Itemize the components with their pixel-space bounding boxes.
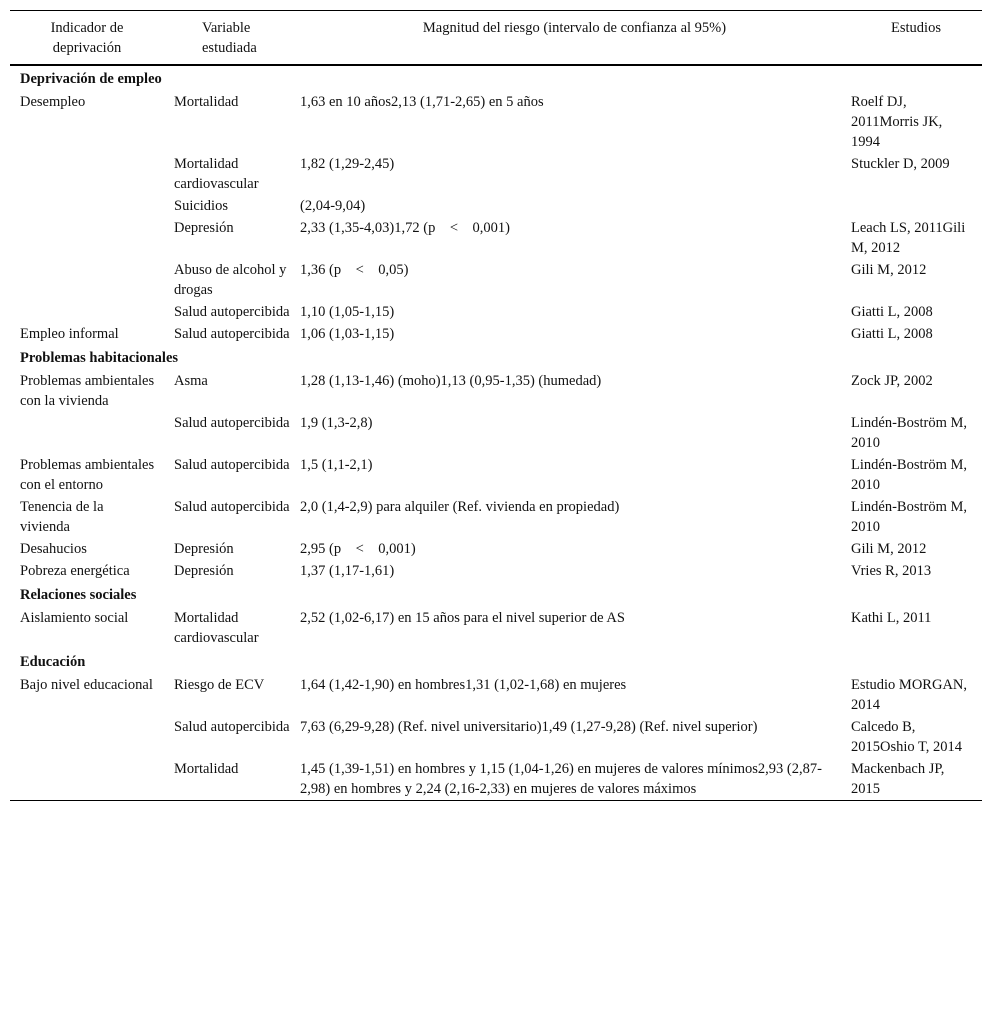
table-row [10,538,982,560]
cell-variable: Depresión [174,541,234,557]
table-row [10,217,982,259]
cell-risk: 1,28 (1,13-1,46) (moho)1,13 (0,95-1,35) (humedad) [300,373,602,389]
cell-study: Stuckler D, 2009 [851,156,950,172]
section-row [10,65,982,91]
cell-study: Calcedo B, 2015Oshio T, 2014 [851,719,963,755]
table-header [10,11,982,66]
cell-study: Lindén-Boström M, 2010 [851,457,967,493]
cell-study: Mackenbach JP, 2015 [851,761,945,797]
cell-indicator [10,259,164,301]
cell-risk: 2,0 (1,4-2,9) para alquiler (Ref. vivienda en propiedad) [300,499,620,515]
section-row [10,582,982,607]
cell-variable: Mortalidad [174,761,239,777]
table-row [10,323,982,345]
cell-study: Lindén-Boström M, 2010 [851,499,967,535]
cell-variable: Abuso de alcohol y drogas [174,262,287,298]
cell-risk: 2,95 (p < 0,001) [300,541,416,557]
cell-risk: 1,45 (1,39-1,51) en hombres y 1,15 (1,04-1,26) en mujeres de valores mínimos2,93 (2,87-2,98) en hombres y 2,24 (2,16-2,33) en mujeres de valores máximos [300,761,822,797]
header-indicator: Indicador de deprivación [50,20,124,56]
cell-variable: Asma [174,373,208,389]
cell-risk: 2,33 (1,35-4,03)1,72 (p < 0,001) [300,220,510,236]
cell-indicator: Bajo nivel educacional [20,677,153,693]
cell-risk: 1,63 en 10 años2,13 (1,71-2,65) en 5 años [300,94,544,110]
table-row [10,454,982,496]
cell-risk: 2,52 (1,02-6,17) en 15 años para el nivel superior de AS [300,610,625,626]
table-row [10,496,982,538]
section-row [10,649,982,674]
cell-variable: Suicidios [174,198,228,214]
cell-variable: Depresión [174,563,234,579]
cell-risk: 1,36 (p < 0,05) [300,262,409,278]
cell-indicator [10,716,164,758]
cell-indicator: Tenencia de la vivienda [20,499,104,535]
cell-indicator [10,301,164,323]
cell-risk: 1,06 (1,03-1,15) [300,326,395,342]
cell-indicator: Pobreza energética [20,563,130,579]
table-row [10,195,982,217]
cell-risk: (2,04-9,04) [300,198,366,214]
cell-risk: 1,10 (1,05-1,15) [300,304,395,320]
cell-study: Lindén-Boström M, 2010 [851,415,967,451]
cell-indicator: Problemas ambientales con la vivienda [20,373,155,409]
cell-indicator [10,217,164,259]
table-row [10,91,982,153]
cell-risk: 1,64 (1,42-1,90) en hombres1,31 (1,02-1,68) en mujeres [300,677,627,693]
cell-study: Giatti L, 2008 [851,326,933,342]
table-row [10,560,982,582]
cell-study [850,195,982,217]
cell-variable: Salud autopercibida [174,457,290,473]
table-row [10,674,982,716]
table-row [10,758,982,801]
section-title: Problemas habitacionales [20,350,179,366]
cell-study: Roelf DJ, 2011Morris JK, 1994 [851,94,943,150]
cell-variable: Salud autopercibida [174,719,290,735]
cell-variable: Salud autopercibida [174,499,290,515]
table-row [10,301,982,323]
cell-study: Giatti L, 2008 [851,304,933,320]
risk-table-container [10,10,982,801]
cell-risk: 1,5 (1,1-2,1) [300,457,373,473]
cell-study: Gili M, 2012 [851,262,927,278]
cell-indicator [10,153,164,195]
cell-risk: 1,82 (1,29-2,45) [300,156,395,172]
cell-indicator [10,195,164,217]
table-row [10,716,982,758]
risk-table [10,10,982,801]
cell-study: Gili M, 2012 [851,541,927,557]
section-row [10,345,982,370]
section-title: Deprivación de empleo [20,71,162,87]
cell-risk: 1,37 (1,17-1,61) [300,563,395,579]
cell-indicator: Empleo informal [20,326,119,342]
section-title: Educación [20,654,86,670]
cell-risk: 1,9 (1,3-2,8) [300,415,373,431]
cell-study: Estudio MORGAN, 2014 [851,677,968,713]
cell-indicator [10,758,164,801]
table-body [10,65,982,801]
cell-variable: Mortalidad cardiovascular [174,610,259,646]
cell-variable: Salud autopercibida [174,304,290,320]
cell-variable: Salud autopercibida [174,415,290,431]
cell-indicator: Problemas ambientales con el entorno [20,457,155,493]
cell-variable: Mortalidad cardiovascular [174,156,259,192]
cell-indicator: Desempleo [20,94,86,110]
table-row [10,259,982,301]
cell-variable: Salud autopercibida [174,326,290,342]
table-row [10,370,982,412]
table-row [10,153,982,195]
header-studies: Estudios [891,20,941,36]
table-row [10,607,982,649]
cell-risk: 7,63 (6,29-9,28) (Ref. nivel universitario)1,49 (1,27-9,28) (Ref. nivel superior) [300,719,758,735]
header-variable: Variable estudiada [202,20,257,56]
table-row [10,412,982,454]
section-title: Relaciones sociales [20,587,137,603]
cell-variable: Riesgo de ECV [174,677,265,693]
cell-study: Leach LS, 2011Gili M, 2012 [851,220,966,256]
header-risk: Magnitud del riesgo (intervalo de confianza al 95%) [422,20,727,36]
cell-indicator: Aislamiento social [20,610,129,626]
cell-study: Vries R, 2013 [851,563,932,579]
cell-variable: Mortalidad [174,94,239,110]
cell-variable: Depresión [174,220,234,236]
cell-indicator [10,412,164,454]
cell-study: Zock JP, 2002 [851,373,933,389]
cell-indicator: Desahucios [20,541,87,557]
cell-study: Kathi L, 2011 [851,610,932,626]
